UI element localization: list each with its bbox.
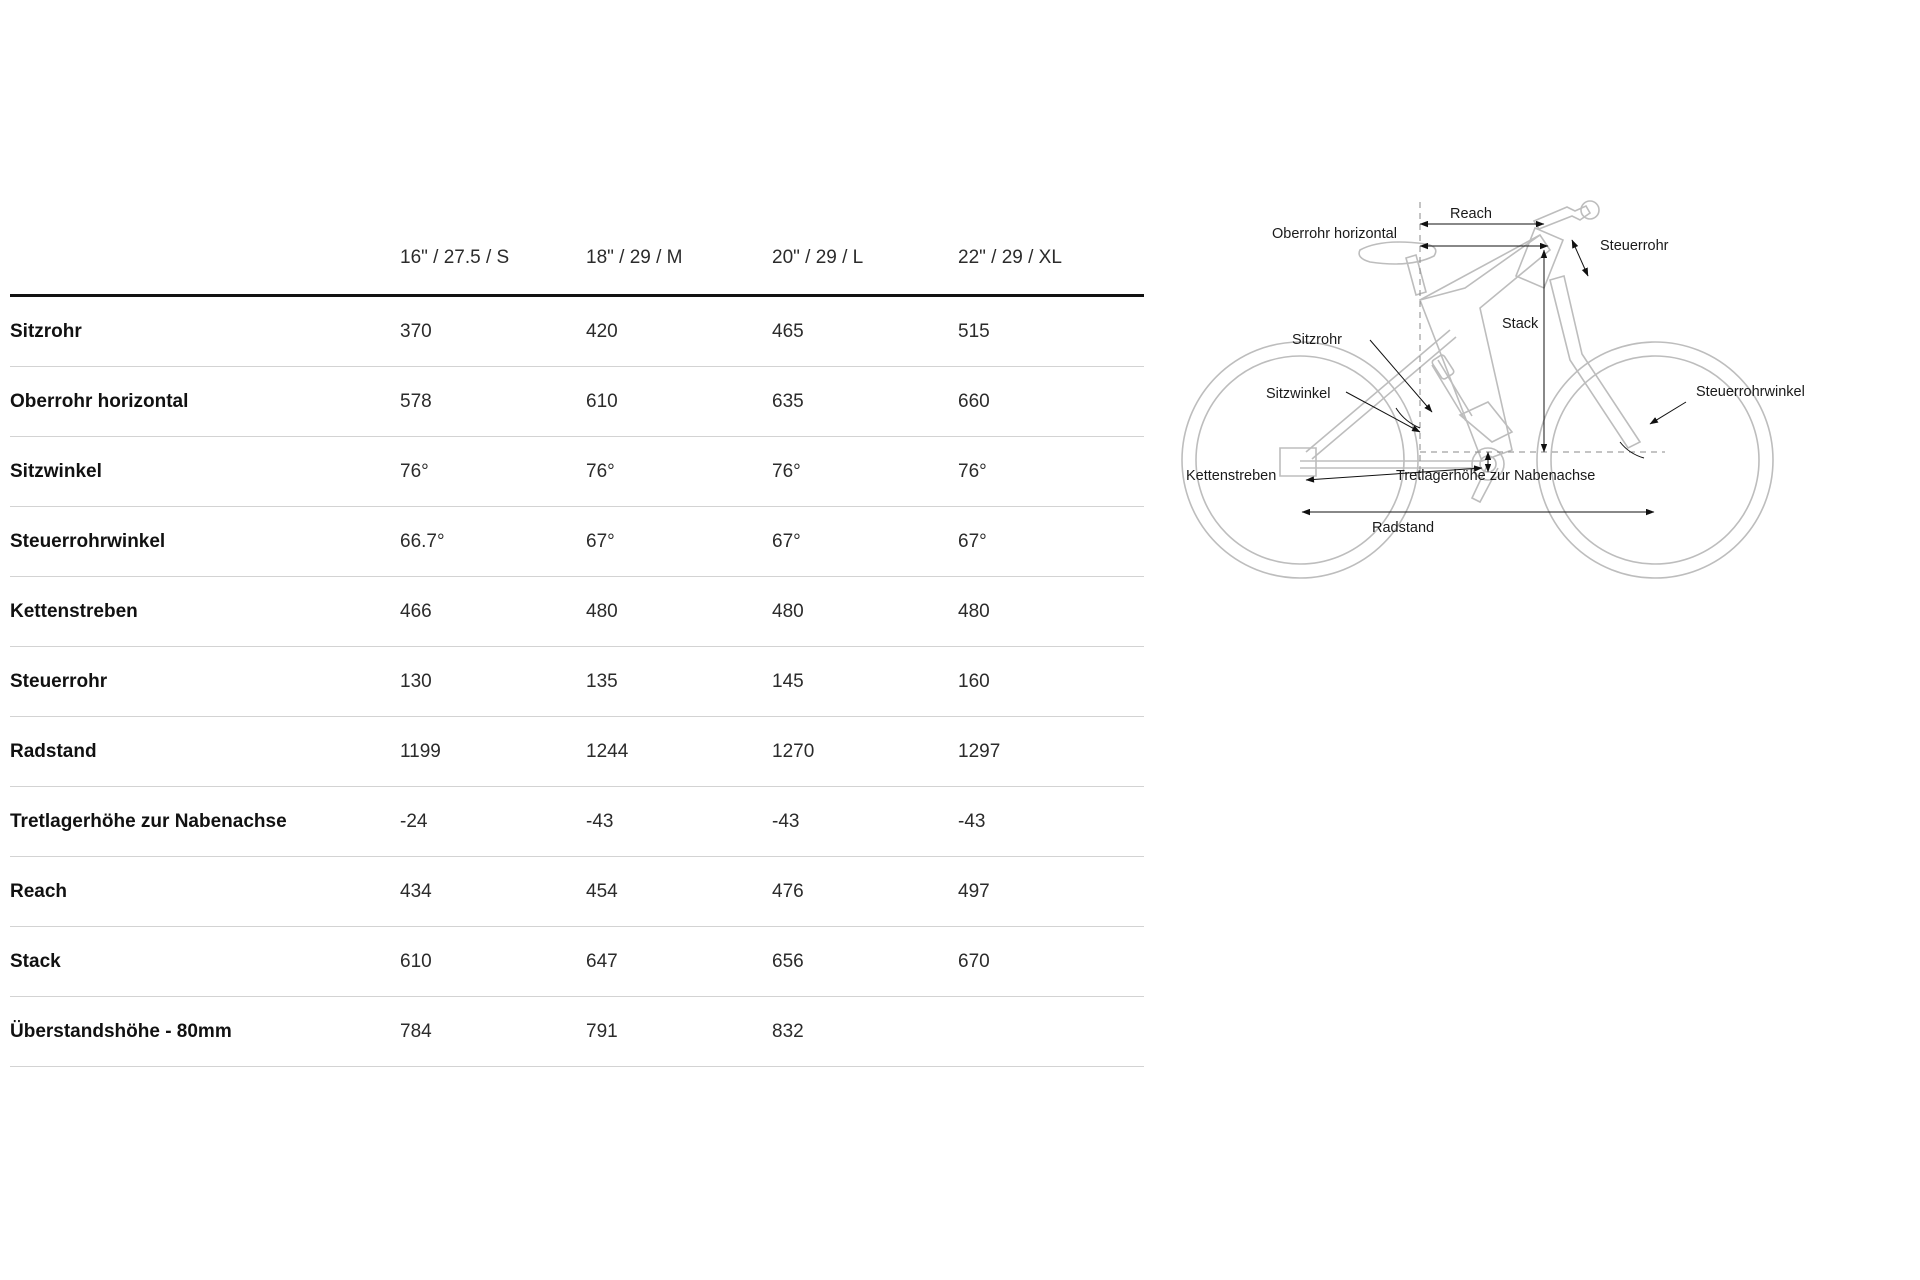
cell-value: 67°	[958, 530, 987, 552]
table-row	[10, 857, 1144, 927]
cell-value	[958, 997, 1144, 1067]
diagram-label-sitzwinkel: Sitzwinkel	[1266, 386, 1331, 402]
table-row	[10, 577, 1144, 647]
cell-value: -43	[586, 810, 614, 832]
cell-value: 480	[772, 600, 804, 622]
cell-value: 76°	[958, 460, 987, 482]
diagram-label-oberrohr-horizontal: Oberrohr horizontal	[1272, 226, 1397, 242]
cell-value: 370	[400, 320, 432, 342]
table-row	[10, 647, 1144, 717]
cell-value: 480	[958, 600, 990, 622]
column-header-size-m: 18" / 29 / M	[586, 247, 683, 268]
cell-value: -43	[772, 810, 800, 832]
row-label: Tretlagerhöhe zur Nabenachse	[10, 810, 287, 832]
diagram-label-radstand: Radstand	[1372, 520, 1435, 536]
table-row	[10, 997, 1144, 1067]
bike-geometry-diagram	[1120, 180, 1910, 600]
cell-value: 1270	[772, 740, 815, 762]
cell-value: 1297	[958, 740, 1001, 762]
cell-value: 660	[958, 390, 990, 412]
cell-value: 160	[958, 670, 990, 692]
table-row	[10, 927, 1144, 997]
diagram-label-tretlagerhoehe: Tretlagerhöhe zur Nabenachse	[1396, 468, 1596, 484]
cell-value: 610	[400, 950, 432, 972]
cell-value: 832	[772, 1020, 804, 1042]
column-header-size-l: 20" / 29 / L	[772, 247, 864, 268]
row-label: Überstandshöhe - 80mm	[10, 1020, 232, 1042]
column-header-measure	[10, 232, 400, 296]
cell-value: 76°	[586, 460, 615, 482]
table-row	[10, 507, 1144, 577]
cell-value: 66.7°	[400, 530, 445, 552]
diagram-label-kettenstreben: Kettenstreben	[1186, 468, 1277, 484]
diagram-label-reach: Reach	[1450, 206, 1492, 222]
cell-value: 67°	[586, 530, 615, 552]
table-row	[10, 367, 1144, 437]
cell-value: 784	[400, 1020, 432, 1042]
diagram-label-stack: Stack	[1502, 316, 1539, 332]
geometry-table	[10, 232, 1144, 1067]
cell-value: 635	[772, 390, 804, 412]
row-label: Steuerrohr	[10, 670, 108, 692]
cell-value: 578	[400, 390, 432, 412]
row-label: Steuerrohrwinkel	[10, 530, 166, 552]
cell-value: -43	[958, 810, 986, 832]
row-label: Sitzrohr	[10, 320, 82, 342]
cell-value: 476	[772, 880, 804, 902]
row-label: Oberrohr horizontal	[10, 390, 189, 412]
table-row	[10, 787, 1144, 857]
cell-value: 465	[772, 320, 804, 342]
cell-value: 145	[772, 670, 804, 692]
cell-value: 670	[958, 950, 990, 972]
row-label: Radstand	[10, 740, 97, 762]
row-label: Reach	[10, 880, 68, 902]
cell-value: 497	[958, 880, 990, 902]
cell-value: 791	[586, 1020, 618, 1042]
table-row	[10, 437, 1144, 507]
cell-value: 67°	[772, 530, 801, 552]
cell-value: 656	[772, 950, 804, 972]
column-header-size-s: 16" / 27.5 / S	[400, 247, 510, 268]
table-row	[10, 717, 1144, 787]
geometry-table-container	[10, 232, 1110, 1067]
cell-value: 647	[586, 950, 618, 972]
cell-value: 480	[586, 600, 618, 622]
column-header-size-xl: 22" / 29 / XL	[958, 247, 1062, 268]
cell-value: 466	[400, 600, 432, 622]
diagram-label-steuerrohr: Steuerrohr	[1600, 238, 1669, 254]
cell-value: -24	[400, 810, 428, 832]
table-row	[10, 296, 1144, 367]
cell-value: 135	[586, 670, 618, 692]
row-label: Stack	[10, 950, 61, 972]
cell-value: 1244	[586, 740, 629, 762]
diagram-label-sitzrohr: Sitzrohr	[1292, 332, 1342, 348]
row-label: Kettenstreben	[10, 600, 138, 622]
table-header-row	[10, 232, 1144, 296]
cell-value: 434	[400, 880, 432, 902]
cell-value: 515	[958, 320, 990, 342]
cell-value: 76°	[772, 460, 801, 482]
row-label: Sitzwinkel	[10, 460, 102, 482]
table-header	[10, 232, 1144, 296]
cell-value: 454	[586, 880, 618, 902]
cell-value: 130	[400, 670, 432, 692]
cell-value: 420	[586, 320, 618, 342]
cell-value: 76°	[400, 460, 429, 482]
table-body	[10, 296, 1144, 1067]
cell-value: 1199	[400, 740, 441, 762]
diagram-label-steuerrohrwinkel: Steuerrohrwinkel	[1696, 384, 1805, 400]
cell-value: 610	[586, 390, 618, 412]
